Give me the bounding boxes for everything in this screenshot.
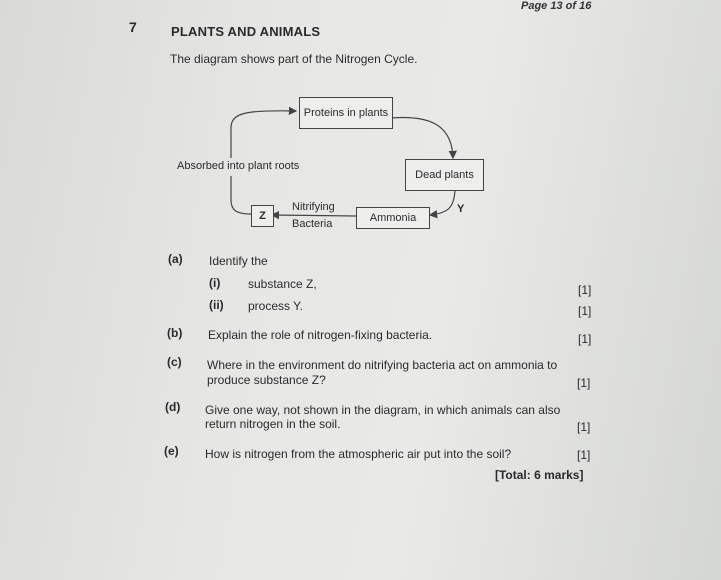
part-aii-mark: [1] <box>578 304 592 318</box>
part-c-line1: Where in the environment do nitrifying bacteria act on ammonia to <box>207 358 558 372</box>
part-d-line1: Give one way, not shown in the diagram, in which animals can also <box>205 403 561 417</box>
y-label: Y <box>457 203 465 215</box>
part-d-label: (d) <box>165 400 181 414</box>
arrow-roots-to-proteins <box>231 111 296 158</box>
part-c-line2: produce substance Z? <box>207 373 326 387</box>
nitrifying-label: Nitrifying <box>292 201 335 213</box>
part-c-label: (c) <box>167 355 182 369</box>
part-ai-text: substance Z, <box>248 277 317 291</box>
part-ai-mark: [1] <box>578 283 592 297</box>
part-aii-text: process Y. <box>248 299 303 313</box>
arrow-ammonia-to-z <box>272 215 356 216</box>
bacteria-label: Bacteria <box>292 218 333 230</box>
part-b-mark: [1] <box>578 332 592 346</box>
part-d-line2: return nitrogen in the soil. <box>205 417 341 431</box>
part-c-mark: [1] <box>577 376 591 390</box>
question-title: PLANTS AND ANIMALS <box>171 24 321 39</box>
absorbed-label: Absorbed into plant roots <box>177 160 300 172</box>
part-e-label: (e) <box>164 444 179 458</box>
z-box: Z <box>251 205 274 227</box>
part-a-text: Identify the <box>209 254 268 268</box>
page-number: Page 13 of 16 <box>521 0 592 12</box>
ammonia-box: Ammonia <box>356 207 430 229</box>
part-aii-label: (ii) <box>209 298 224 312</box>
part-e-text: How is nitrogen from the atmospheric air put into the soil? <box>205 447 512 461</box>
part-b-text: Explain the role of nitrogen-fixing bacteria. <box>208 328 433 342</box>
question-intro: The diagram shows part of the Nitrogen Cycle. <box>170 52 418 66</box>
dead-plants-box: Dead plants <box>405 159 484 191</box>
proteins-box: Proteins in plants <box>299 97 393 129</box>
part-b-label: (b) <box>167 326 183 340</box>
arrow-proteins-to-dead-plants <box>391 117 453 158</box>
part-e-mark: [1] <box>577 448 591 462</box>
total-marks: [Total: 6 marks] <box>495 468 584 482</box>
question-number: 7 <box>129 19 137 35</box>
part-d-mark: [1] <box>577 420 591 434</box>
part-ai-label: (i) <box>209 276 221 290</box>
line-z-to-roots <box>231 176 251 214</box>
arrow-dead-plants-to-ammonia <box>430 190 455 215</box>
part-a-label: (a) <box>168 252 183 266</box>
